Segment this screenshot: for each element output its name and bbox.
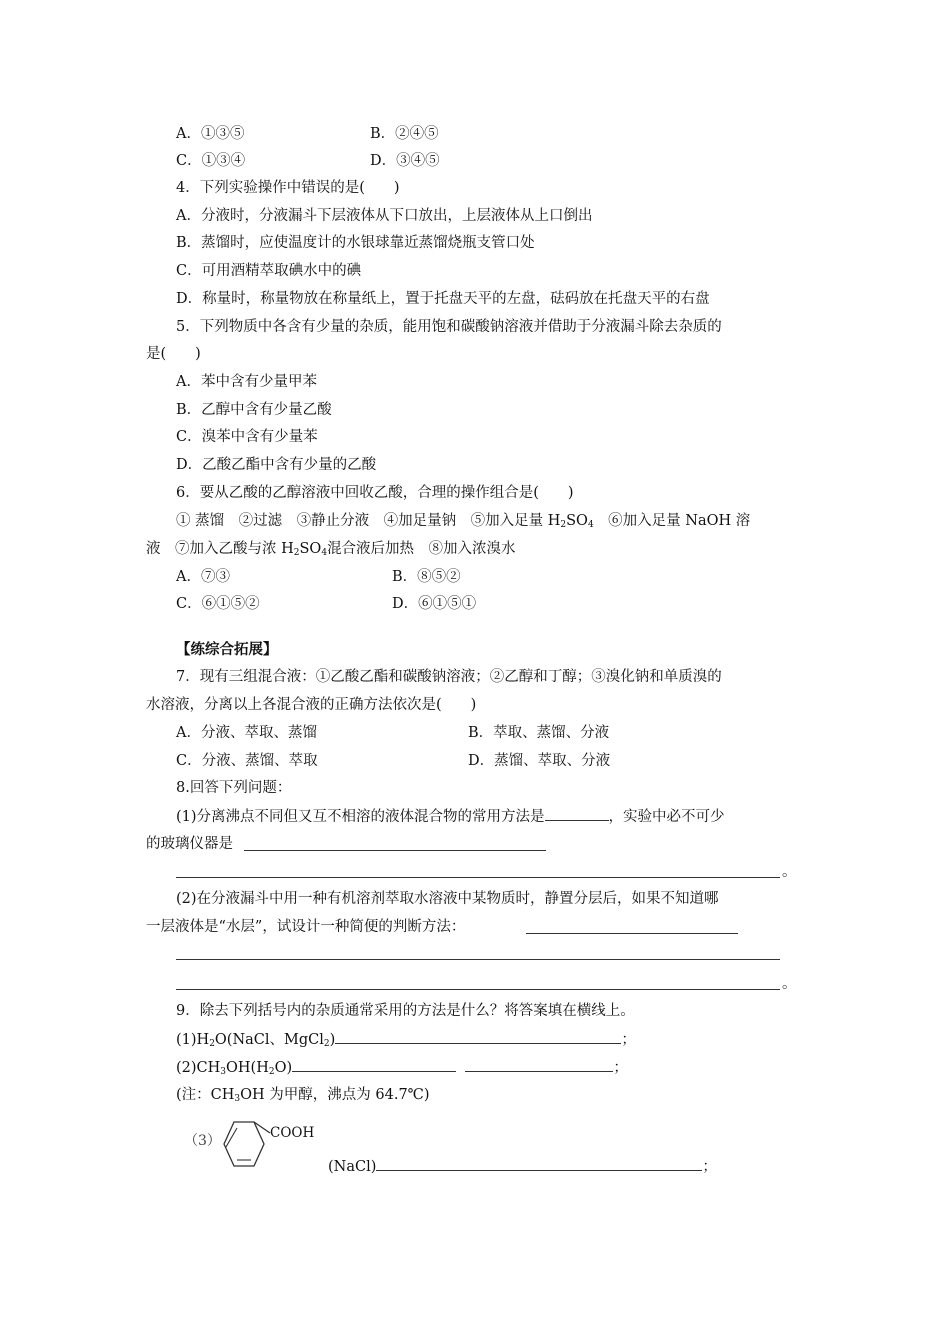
- q8-part2-line1: (2)在分液漏斗中用一种有机溶剂萃取水溶液中某物质时，静置分层后，如果不知道哪: [176, 891, 719, 907]
- q6-option-a: A．⑦③: [176, 569, 230, 585]
- q5-option-a: A．苯中含有少量甲苯: [176, 374, 317, 390]
- q6-option-b: B．⑧⑤②: [392, 569, 461, 585]
- q8-part1-line2: 的玻璃仪器是: [146, 836, 233, 852]
- q5-stem-line1: 5．下列物质中各含有少量的杂质，能用饱和碳酸钠溶液并借助于分液漏斗除去杂质的: [176, 319, 722, 335]
- q6-stem: 6．要从乙酸的乙醇溶液中回收乙酸，合理的操作组合是( ): [176, 485, 574, 501]
- q4-option-a: A．分液时，分液漏斗下层液体从下口放出，上层液体从上口倒出: [176, 208, 593, 224]
- q8-stem: 8.回答下列问题：: [176, 780, 292, 796]
- q3-option-b: B．②④⑤: [370, 126, 439, 142]
- q3-option-d: D．③④⑤: [370, 153, 440, 169]
- q7-option-a: A．分液、萃取、蒸馏: [176, 725, 317, 741]
- q5-option-b: B．乙醇中含有少量乙酸: [176, 402, 332, 418]
- q7-option-c: C．分液、蒸馏、萃取: [176, 753, 318, 769]
- q6-option-d: D．⑥①⑤①: [392, 596, 477, 612]
- q7-option-b: B．萃取、蒸馏、分液: [468, 725, 610, 741]
- answer-blank[interactable]: [526, 932, 738, 934]
- period: 。: [782, 976, 797, 992]
- q5-stem-line2: 是( ): [146, 346, 201, 362]
- answer-blank[interactable]: [176, 958, 780, 960]
- q6-operations-line1: ① 蒸馏 ②过滤 ③静止分液 ④加足量钠 ⑤加入足量 $H_2SO_4$ ⑥加入足量 NaOH 溶: [176, 513, 751, 530]
- q4-option-c: C．可用酒精萃取碘水中的碘: [176, 263, 362, 279]
- q4-option-b: B．蒸馏时，应使温度计的水银球靠近蒸馏烧瓶支管口处: [176, 235, 535, 251]
- q9-stem: 9．除去下列括号内的杂质通常采用的方法是什么？将答案填在横线上。: [176, 1003, 635, 1019]
- q3-option-a: A．①③⑤: [176, 126, 245, 142]
- q7-option-d: D．蒸馏、萃取、分液: [468, 753, 611, 769]
- q7-stem-line2: 水溶液，分离以上各混合液的正确方法依次是( ): [146, 697, 477, 713]
- q9-item1: $(1)H_2O(NaCl$、MgCl$_2$) ；: [176, 1029, 636, 1050]
- answer-blank[interactable]: [176, 988, 780, 990]
- q5-option-c: C．溴苯中含有少量苯: [176, 429, 318, 445]
- period: 。: [782, 864, 797, 880]
- answer-blank[interactable]: [335, 1029, 621, 1044]
- section-title: 【练综合拓展】: [176, 641, 278, 658]
- q6-operations-line2: 液 ⑦加入乙酸与浓 $H_2SO_4$混合液后加热 ⑧加入浓溴水: [146, 541, 516, 558]
- q5-option-d: D．乙酸乙酯中含有少量的乙酸: [176, 457, 377, 473]
- q4-option-d: D．称量时，称量物放在称量纸上，置于托盘天平的左盘，砝码放在托盘天平的右盘: [176, 291, 710, 307]
- q9-note: (注：$CH_3OH$ 为甲醇，沸点为 64.7℃): [176, 1087, 430, 1104]
- q8-part2-line2: 一层液体是“水层”，试设计一种简便的判断方法：: [146, 919, 466, 935]
- q9-item2: $(2)CH_3OH(H_2O)$ ；: [176, 1057, 628, 1078]
- answer-blank[interactable]: [244, 849, 546, 851]
- answer-blank[interactable]: [376, 1156, 702, 1171]
- q9-item3-label: （3）: [184, 1133, 221, 1149]
- q7-stem-line1: 7．现有三组混合液：①乙酸乙酯和碳酸钠溶液；②乙醇和丁醇；③溴化钠和单质溴的: [176, 669, 722, 685]
- answer-blank[interactable]: [465, 1057, 613, 1072]
- answer-blank[interactable]: [176, 876, 780, 878]
- answer-blank[interactable]: [545, 806, 609, 821]
- benzoic-acid-structure: [180, 1120, 320, 1172]
- carboxyl-group-label: COOH: [270, 1125, 315, 1141]
- q3-option-c: C．①③④: [176, 153, 246, 169]
- q8-part1-line1: (1)分离沸点不同但又互不相溶的液体混合物的常用方法是 ，实验中必不可少: [176, 806, 725, 827]
- answer-blank[interactable]: [292, 1057, 456, 1072]
- q4-stem: 4．下列实验操作中错误的是( ): [176, 180, 400, 196]
- q9-item3: (NaCl) ；: [328, 1156, 717, 1177]
- q6-option-c: C．⑥①⑤②: [176, 596, 260, 612]
